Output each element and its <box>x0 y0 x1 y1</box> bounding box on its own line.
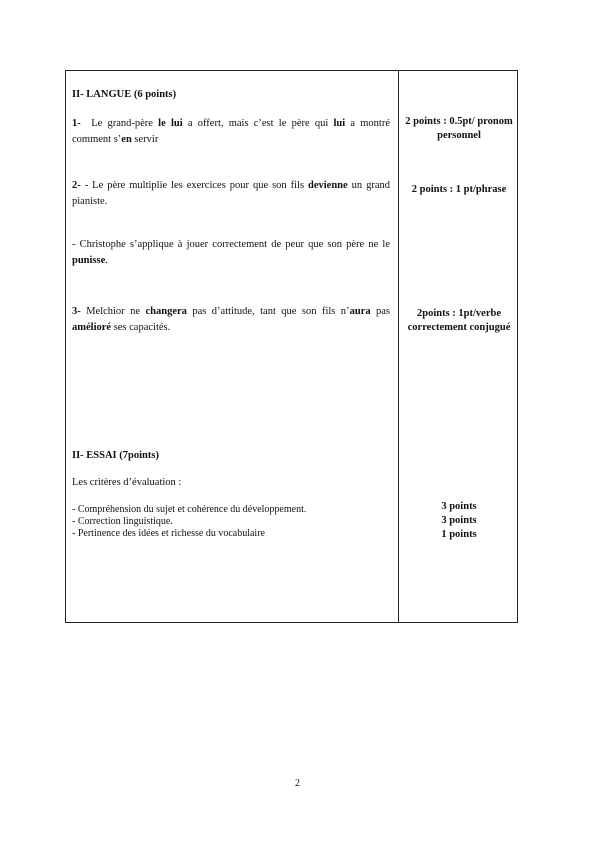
criterion-1-points: 3 points <box>441 501 477 512</box>
question-1 <box>72 116 390 148</box>
correction-table <box>65 70 518 623</box>
criterion-1: - Compréhension du sujet et cohérence du développement. <box>72 504 307 515</box>
column-divider <box>398 71 399 622</box>
q3-text-d: ses capacités. <box>111 322 171 333</box>
page-number: 2 <box>295 778 300 789</box>
criterion-2-points: 3 points <box>441 515 477 526</box>
q1-text-c: a montré comment s’ <box>72 118 391 145</box>
q1-pronoun-le-lui: le lui <box>158 118 183 129</box>
q2b-verb: punisse <box>72 255 106 266</box>
q3-verb-changera: changera <box>145 306 187 317</box>
essai-intro: Les critères d’évaluation : <box>72 477 182 488</box>
q3-text-c: pas <box>370 306 391 317</box>
q2b-text-b: . <box>105 255 108 266</box>
q2a-text-a: - Le père multiplie les exercices pour que son fils <box>84 180 308 191</box>
langue-heading: II- LANGUE (6 points) <box>72 89 177 100</box>
q1-pronoun-lui: lui <box>333 118 346 129</box>
q1-text-a: Le grand-père <box>91 118 159 129</box>
question-1-number: 1- <box>72 118 81 129</box>
essai-criteria-list <box>72 504 390 540</box>
question-3 <box>72 304 390 336</box>
q2a-verb: devienne <box>308 180 348 191</box>
essai-points-list <box>401 500 517 542</box>
question-1-points: 2 points : 0.5pt/ pronom personnel <box>405 116 513 141</box>
question-3-number: 3- <box>72 306 81 317</box>
q3-verb-ameliore: amélioré <box>72 322 112 333</box>
q1-pronoun-en: en <box>121 134 132 145</box>
question-3-points: 2points : 1pt/verbe correctement conjugué <box>407 308 511 333</box>
q1-text-d: servir <box>131 134 159 145</box>
q1-text-b: a offert, mais c’est le père qui <box>182 118 334 129</box>
question-2-points: 2 points : 1 pt/phrase <box>411 184 507 195</box>
essai-heading: II- ESSAI (7points) <box>72 450 159 461</box>
q2a-text-b: un grand pianiste. <box>72 180 390 207</box>
question-2-sentence-2 <box>72 237 390 269</box>
criterion-3: - Pertinence des idées et richesse du vocabulaire <box>72 528 265 539</box>
q3-verb-aura: aura <box>349 306 371 317</box>
question-2-number: 2- <box>72 180 81 191</box>
criterion-2: - Correction linguistique. <box>72 516 173 527</box>
q3-text-a: Melchior ne <box>80 306 146 317</box>
criterion-3-points: 1 points <box>441 529 477 540</box>
q2b-text-a: - Christophe s’applique à jouer correctement de peur que son père ne le <box>72 239 390 250</box>
question-2-sentence-1 <box>72 178 390 210</box>
q3-text-b: pas d’attitude, tant que son fils n’ <box>186 306 350 317</box>
